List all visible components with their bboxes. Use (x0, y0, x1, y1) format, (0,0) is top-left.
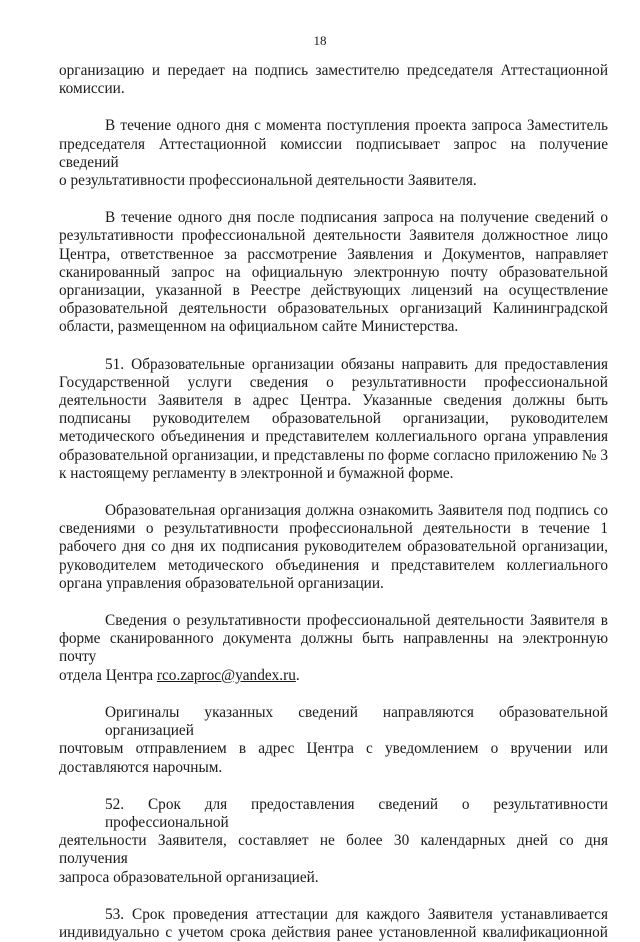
page-number: 18 (313, 33, 327, 48)
text-line: Оригиналы указанных сведений направляются образовательной организацией (105, 703, 608, 740)
text-line: В течение одного дня после подписания запроса на получение сведений о (105, 209, 608, 227)
paragraph-item-52 (59, 796, 608, 887)
text-line: В течение одного дня с момента поступления проекта запроса Заместитель (105, 117, 608, 135)
paragraph (59, 502, 608, 593)
text-line: 51. Образовательные организации обязаны направить для предоставления (105, 355, 608, 373)
text-line: председателя Аттестационной комиссии подписывает запрос на получение сведений (59, 135, 608, 171)
text-line: форме сканированного документа должны быть направленны на электронную почту (59, 630, 608, 666)
text-fragment: . (295, 666, 300, 684)
text-line: органа управления образовательной организации. (59, 574, 384, 592)
paragraph (59, 209, 608, 336)
text-line: организацию и передает на подпись заместителю председателя Аттестационной (59, 62, 608, 79)
text-line: результативности профессиональной деятельности Заявителя должностное лицо (59, 227, 608, 245)
text-line: 53. Срок проведения аттестации для каждого Заявителя устанавливается (105, 905, 608, 923)
text-line: рабочего дня со дня их подписания руководителем образовательной организации, (59, 538, 608, 556)
text-line: образовательной организации, и представлены по форме согласно приложению № 3 (59, 446, 608, 464)
paragraph-continuation (59, 62, 608, 98)
text-line: образовательной деятельности образовательных организаций Калининградской (59, 300, 608, 318)
paragraph (59, 612, 608, 685)
text-line: Центра, ответственное за рассмотрение Заявления и Документов, направляет (59, 245, 608, 263)
text-line: Образовательная организация должна ознакомить Заявителя под подпись со (105, 502, 608, 520)
text-line: доставляются нарочным. (59, 758, 223, 776)
text-line: 52. Срок для предоставления сведений о результативности профессиональной (105, 795, 608, 831)
document-body (59, 62, 608, 942)
text-line: организации, указанной в Реестре действующих лицензий на осуществление (59, 282, 608, 300)
paragraph (59, 117, 608, 190)
paragraph-item-53 (59, 906, 608, 942)
text-line: к настоящему регламенту в электронной и бумажной форме. (59, 464, 454, 482)
email-link[interactable]: rco.zaproc@yandex.ru (156, 666, 296, 684)
text-line: деятельности Заявителя, составляет не более 30 календарных дней со дня получения (59, 832, 608, 868)
paragraph (59, 704, 608, 777)
text-line: о результативности профессиональной деятельности Заявителя. (59, 172, 477, 190)
text-line: Государственной услуги сведения о результативности профессиональной (59, 373, 608, 391)
text-line: комиссии. (59, 80, 125, 98)
text-line: индивидуально с учетом срока действия ранее установленной квалификационной (59, 923, 608, 941)
text-line: руководителем методического объединения и представителем коллегиального (59, 556, 608, 574)
text-line: сканированный запрос на официальную электронную почту образовательной (59, 263, 608, 281)
text-fragment: отдела Центра (59, 666, 157, 684)
text-line: Сведения о результативности профессиональной деятельности Заявителя в (105, 612, 608, 630)
text-line: деятельности Заявителя в адрес Центра. Указанные сведения должны быть (59, 392, 608, 410)
text-line: подписаны руководителем образовательной организации, руководителем (59, 410, 608, 428)
text-line: запроса образовательной организацией. (59, 868, 319, 886)
text-line: почтовым отправлением в адрес Центра с уведомлением о вручении или (59, 740, 608, 758)
text-line: методического объединения и представителем коллегиального органа управления (59, 428, 608, 446)
text-line (59, 667, 608, 685)
paragraph-item-51 (59, 356, 608, 483)
text-line: сведениями о результативности профессиональной деятельности в течение 1 (59, 520, 608, 538)
text-line: области, размещенном на официальном сайте Министерства. (59, 318, 459, 336)
